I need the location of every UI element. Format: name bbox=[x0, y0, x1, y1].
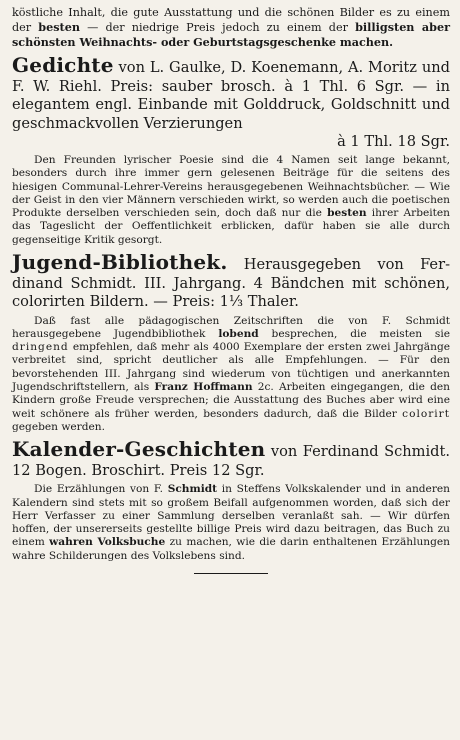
entry-description: Herausgegeben von Ferdinand Schmidt. III. Jahrgang. 4 Bändchen mit schönen, colorirten Bildern. — Preis: 1⅓ Thaler. bbox=[12, 256, 450, 311]
intro-paragraph bbox=[12, 6, 450, 50]
body-bold: Franz Hoffmann bbox=[154, 381, 253, 394]
entry-description: von L. Gaulke, D. Koenemann, A. Moritz und F. W. Riehl. Preis: sauber brosch. à 1 Thl. 6 Sgr. — in elegantem engl. Einbande mit Golddruck, Goldschnitt und geschmackvollen Verzierungen bbox=[12, 59, 450, 132]
entry-title: Kalender-Geschichten bbox=[12, 437, 266, 462]
intro-bold-best: besten bbox=[38, 20, 80, 34]
body-bold: lobend bbox=[218, 327, 259, 340]
body-text: besprechen, die meisten sie bbox=[258, 327, 451, 340]
body-text: empfehlen, daß mehr als 4000 Exemplare der ersten zwei Jahrgänge verbreitet sind, spricht deutlicher als alle Empfehlungen. — Für den bevorstehenden III. Jahrgang sind wiederum von tüchtigen und anerkannten Jugendschriftstellern, als bbox=[12, 341, 450, 394]
intro-text: köstliche Inhalt, die gute Ausstattung und die schönen Bilder es zu einem der bbox=[12, 6, 450, 34]
body-text: gegeben werden. bbox=[12, 420, 105, 433]
body-text: 2c. Arbeiten eingegangen, die den Kindern große Freude versprechen; die Ausstattung des Buches aber wird eine weit schönere als früher werden, besonders dadurch, daß die Bilder bbox=[12, 381, 451, 420]
intro-bold-gift: billigsten aber schönsten Weihnachts- oder Geburtstagsgeschenke machen. bbox=[12, 20, 451, 49]
closing-rule-divider bbox=[194, 573, 268, 574]
body-text: zu machen, wie die darin enthaltenen Erzählungen wahre Schilderungen des Volkslebens sind. bbox=[12, 536, 450, 562]
entry-gedichte-heading bbox=[12, 53, 450, 133]
entry-description: von Ferdinand Schmidt. 12 Bogen. Broschirt. Preis 12 Sgr. bbox=[12, 443, 450, 479]
body-text: Daß fast alle pädagogischen Zeitschriften die von F. Schmidt herausgegebene Jugendbibliothek bbox=[12, 314, 450, 340]
body-text: Den Freunden lyrischer Poesie sind die 4 Namen seit lange bekannt, besonders durch ihre immer gern gelesenen Beiträge für die seitens des hiesigen Communal-Lehrer-Vereins herausgegebenen Weihnachtsbücher. — Wie der Geist in den vier Männern verschieden wirkt, so werden auch die poetischen Produkte derselben verschieden sein, doch daß nur die bbox=[12, 154, 450, 220]
body-text: Die Erzählungen von F. bbox=[34, 483, 168, 496]
body-text: ihrer Arbeiten das Tageslicht der Oeffentlichkeit erblicken, dafür haben sie alle durch gegenseitige Kritik gesorgt. bbox=[12, 207, 450, 246]
body-bold: wahren Volksbuche bbox=[49, 536, 166, 549]
entry-gedichte-body bbox=[12, 154, 450, 247]
body-bold: Schmidt bbox=[167, 483, 218, 496]
entry-jugend-bibliothek-heading bbox=[12, 250, 450, 312]
entry-price-line: à 1 Thl. 18 Sgr. bbox=[337, 133, 450, 150]
body-spaced: colorirt bbox=[402, 407, 450, 420]
intro-text: — der niedrige Preis jedoch zu einem der bbox=[79, 21, 356, 34]
entry-title: Jugend-Bibliothek. bbox=[12, 250, 228, 275]
entry-jugend-bibliothek-body bbox=[12, 315, 450, 435]
body-spaced: dringend bbox=[12, 341, 69, 354]
entry-title: Gedichte bbox=[12, 53, 114, 77]
body-bold: besten bbox=[327, 207, 367, 220]
body-text: in Steffens Volkskalender und in anderen Kalendern sind stets mit so großem Beifall aufgenommen worden, daß sich der Herr Verfasser zu einer Sammlung derselben veranlaßt sah. — Wir dürfen hoffen, der unsererseits gestellte billige Preis wird dazu beitragen, das Buch zu einem bbox=[12, 483, 450, 549]
entry-kalender-geschichten-body bbox=[12, 483, 450, 563]
entry-kalender-geschichten-heading bbox=[12, 437, 450, 480]
